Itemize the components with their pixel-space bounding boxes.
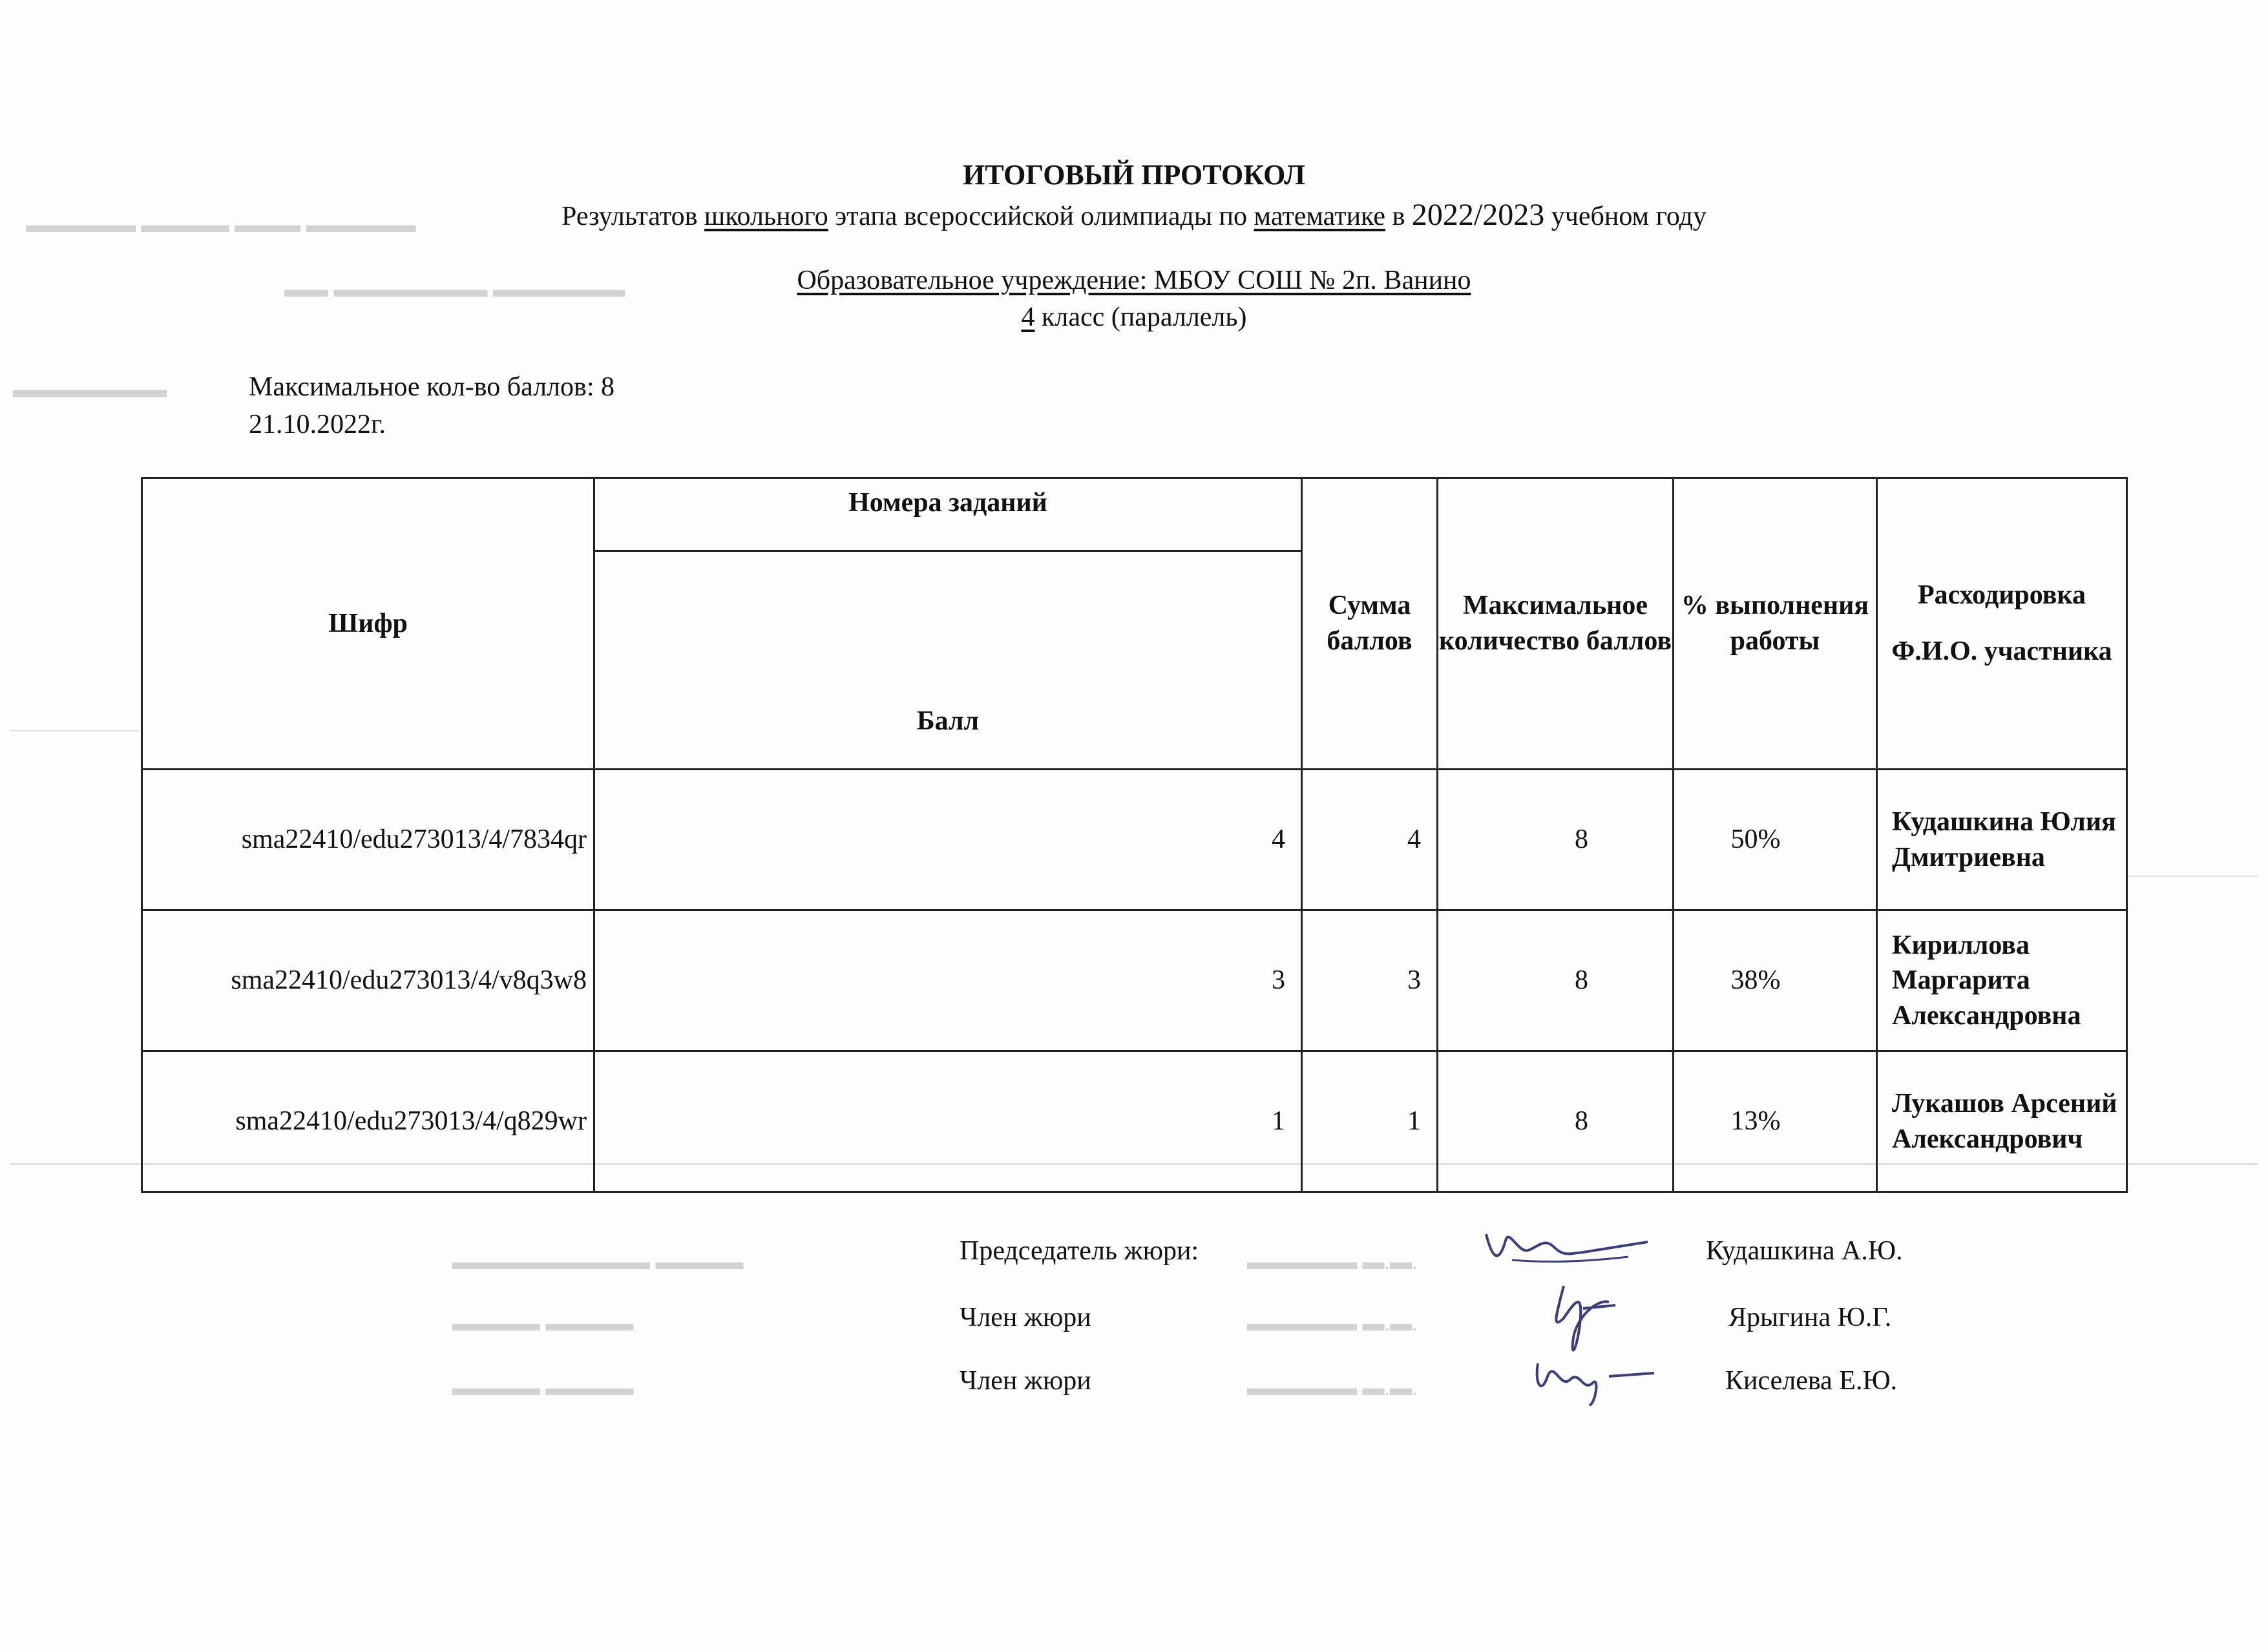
header-decoding-label: Расходировка: [1918, 580, 2086, 611]
bleed-through-text: ▬▬▬▬ ▬▬▬▬: [452, 1376, 634, 1400]
header-score: Балл: [594, 551, 1302, 770]
document-subtitle: [0, 197, 2268, 233]
header-percent: % выполнения работы: [1674, 478, 1877, 770]
jury-chair-name: Кудашкина А.Ю.: [1706, 1236, 1903, 1266]
cell-sum: 1: [1302, 1051, 1438, 1192]
header-max: Максимальное количество баллов: [1438, 478, 1674, 770]
cell-code: sma22410/edu273013/4/7834qr: [142, 770, 594, 910]
olympiad-subject: математике: [1254, 202, 1386, 231]
document-title: ИТОГОВЫЙ ПРОТОКОЛ: [963, 159, 1305, 191]
cell-participant-name: Лукашов Арсений Александрович: [1877, 1051, 2127, 1192]
results-table: [141, 477, 2128, 1193]
bleed-through-text: ▬▬▬▬▬▬▬▬▬ ▬▬▬▬: [452, 1250, 744, 1274]
olympiad-stage: школьного: [704, 202, 828, 231]
bleed-through-line: [10, 730, 139, 731]
table-row: [142, 770, 2127, 910]
cell-sum: 4: [1302, 770, 1438, 910]
subtitle-mid: этапа всероссийской олимпиады по: [835, 202, 1248, 231]
bleed-through-text: ▬▬ ▬▬▬▬▬▬▬ ▬▬▬▬▬▬: [284, 278, 625, 302]
table-row: [142, 1051, 2127, 1192]
bleed-through-text: ▬▬▬▬▬ ▬.▬.: [1247, 1376, 1418, 1400]
cell-percent: 50%: [1674, 770, 1877, 910]
grade-line: [0, 302, 2268, 333]
cell-code: sma22410/edu273013/4/q829wr: [142, 1051, 594, 1192]
jury-member-name: Киселева Е.Ю.: [1725, 1366, 1898, 1396]
grade-number: 4: [1021, 302, 1035, 332]
cell-percent: 13%: [1674, 1051, 1877, 1192]
header-fio-label: Ф.И.О. участника: [1891, 636, 2112, 666]
header-task-numbers: Номера заданий: [594, 478, 1302, 551]
bleed-through-text: ▬▬▬▬▬ ▬▬▬▬ ▬▬▬ ▬▬▬▬▬: [26, 213, 416, 237]
jury-member-name: Ярыгина Ю.Г.: [1728, 1303, 1892, 1332]
header-cipher: Шифр: [142, 478, 594, 770]
cell-sum: 3: [1302, 910, 1438, 1051]
header-sum: Сумма баллов: [1302, 478, 1438, 770]
cell-max: 8: [1438, 910, 1674, 1051]
institution: Образовательное учреждение: МБОУ СОШ № 2п. Ванино: [797, 266, 1471, 295]
jury-chair-role: Председатель жюри:: [960, 1236, 1199, 1266]
protocol-date: 21.10.2022г.: [249, 410, 386, 439]
cell-score: 4: [594, 770, 1302, 910]
cell-code: sma22410/edu273013/4/v8q3w8: [142, 910, 594, 1051]
bleed-through-line: [2129, 876, 2258, 877]
handwritten-signature-icon: [1525, 1350, 1667, 1409]
subtitle-in: в: [1392, 202, 1405, 231]
subtitle-prefix: Результатов: [562, 202, 698, 231]
handwritten-signature-icon: [1473, 1215, 1667, 1273]
bleed-through-text: ▬▬▬▬▬ ▬.▬.: [1247, 1250, 1418, 1274]
cell-participant-name: Кудашкина Юлия Дмитриевна: [1877, 770, 2127, 910]
handwritten-signature-icon: [1538, 1273, 1635, 1363]
jury-member-role: Член жюри: [960, 1303, 1091, 1332]
academic-year: 2022/2023: [1411, 198, 1545, 232]
subtitle-suffix: учебном году: [1551, 202, 1706, 231]
cell-participant-name: Кириллова Маргарита Александровна: [1877, 910, 2127, 1051]
bleed-through-text: ▬▬▬▬▬ ▬.▬.: [1247, 1312, 1418, 1336]
cell-percent: 38%: [1674, 910, 1877, 1051]
max-score-line: Максимальное кол-во баллов: 8: [249, 372, 615, 402]
grade-suffix: класс (параллель): [1041, 302, 1247, 332]
cell-score: 3: [594, 910, 1302, 1051]
cell-max: 8: [1438, 1051, 1674, 1192]
table-row: [142, 910, 2127, 1051]
jury-member-role: Член жюри: [960, 1366, 1091, 1396]
header-decoding: [1877, 478, 2127, 770]
table-header-row: [142, 478, 2127, 551]
cell-max: 8: [1438, 770, 1674, 910]
cell-score: 1: [594, 1051, 1302, 1192]
bleed-through-text: ▬▬▬▬▬▬▬: [13, 378, 167, 402]
bleed-through-text: ▬▬▬▬ ▬▬▬▬: [452, 1312, 634, 1336]
